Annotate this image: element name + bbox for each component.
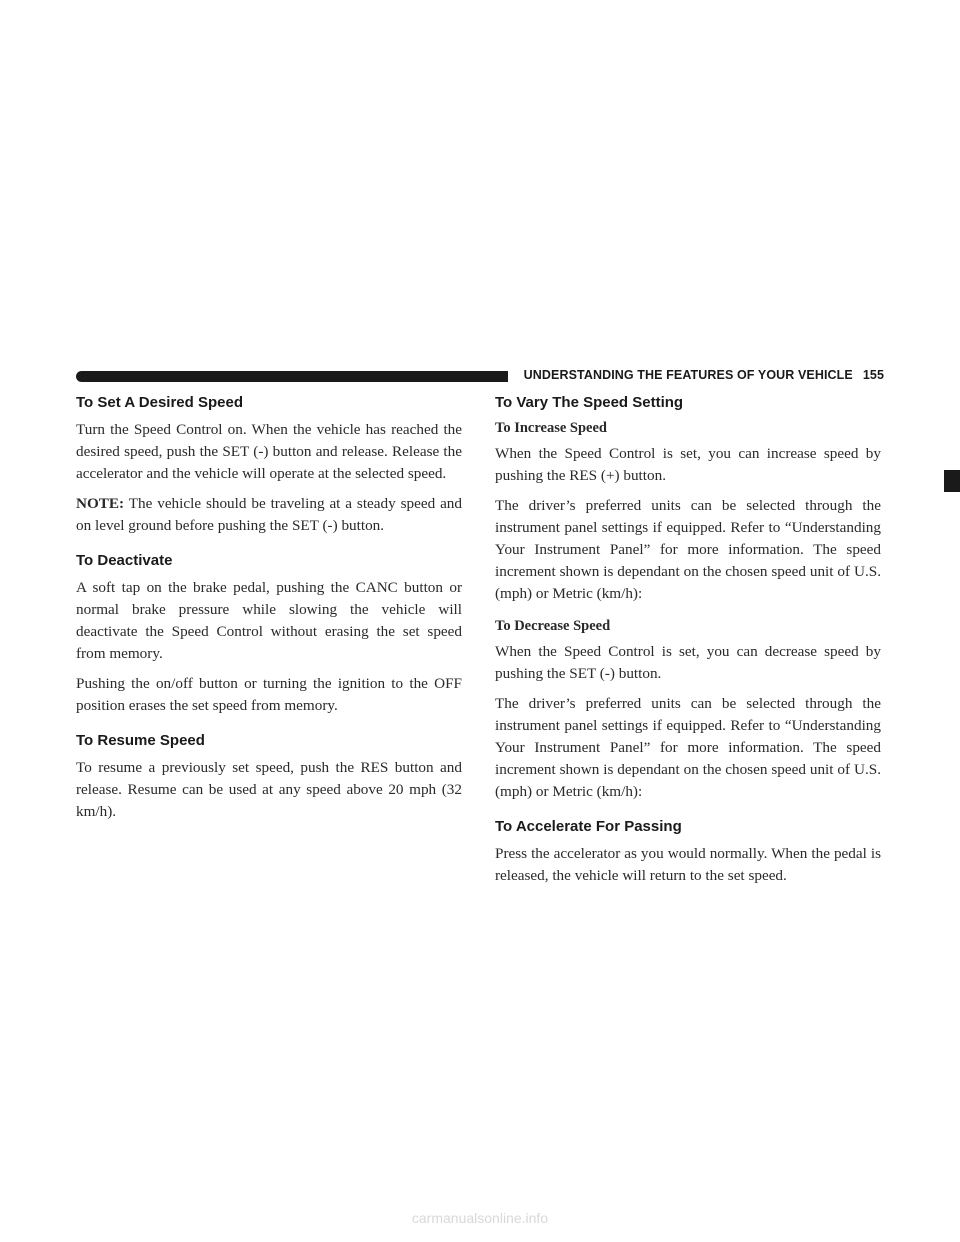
- header-rule: [76, 371, 508, 382]
- page-number: 155: [862, 368, 884, 382]
- subheading-increase: To Increase Speed: [495, 420, 607, 436]
- section-vary-speed: [495, 394, 881, 803]
- heading-set-speed: To Set A Desired Speed: [76, 394, 243, 411]
- right-column: [495, 394, 881, 895]
- section-deactivate: [76, 552, 462, 717]
- paragraph-decrease-2: The driver’s preferred units can be selected through the instrument panel settings if equipped. Refer to “Understanding Your Instrument Panel” for more information. The speed increment shown is dependant on the chosen speed unit of U.S. (mph) or Metric (km/h):: [495, 695, 881, 800]
- footer-watermark: carmanualsonline.info: [411, 1210, 549, 1226]
- paragraph-set-speed: Turn the Speed Control on. When the vehicle has reached the desired speed, push the SET (-) button and release. Release the accelerator and the vehicle will operate at the selected speed.: [76, 421, 462, 482]
- section-resume: [76, 732, 462, 823]
- heading-deactivate: To Deactivate: [76, 552, 173, 569]
- paragraph-decrease-1: When the Speed Control is set, you can decrease speed by pushing the SET (-) button.: [495, 643, 881, 682]
- subheading-decrease: To Decrease Speed: [495, 618, 611, 634]
- header-section-title: UNDERSTANDING THE FEATURES OF YOUR VEHICLE: [523, 368, 853, 382]
- paragraph-passing: Press the accelerator as you would normally. When the pedal is released, the vehicle will return to the set speed.: [495, 845, 881, 884]
- paragraph-resume: To resume a previously set speed, push the RES button and release. Resume can be used at any speed above 20 mph (32 km/h).: [76, 759, 462, 820]
- heading-resume: To Resume Speed: [76, 732, 205, 749]
- header-title: [524, 368, 884, 382]
- chapter-number: 3: [947, 470, 956, 487]
- section-set-speed: [76, 394, 462, 537]
- heading-vary-speed: To Vary The Speed Setting: [495, 394, 684, 411]
- paragraph-deactivate-2: Pushing the on/off button or turning the ignition to the OFF position erases the set speed from memory.: [76, 675, 462, 714]
- note-text: The vehicle should be traveling at a steady speed and on level ground before pushing the SET (-) button.: [76, 495, 462, 534]
- note-paragraph: [76, 493, 462, 537]
- heading-passing: To Accelerate For Passing: [495, 818, 682, 835]
- note-label: NOTE:: [76, 495, 125, 512]
- paragraph-increase-2: The driver’s preferred units can be selected through the instrument panel settings if equipped. Refer to “Understanding Your Instrument Panel” for more information. The speed increment shown is dependant on the chosen speed unit of U.S. (mph) or Metric (km/h):: [495, 497, 881, 602]
- page-header: [76, 370, 884, 384]
- section-passing: [495, 818, 881, 887]
- paragraph-increase-1: When the Speed Control is set, you can increase speed by pushing the RES (+) button.: [495, 445, 881, 484]
- paragraph-deactivate-1: A soft tap on the brake pedal, pushing the CANC button or normal brake pressure while slowing the vehicle will deactivate the Speed Control without erasing the set speed from memory.: [76, 579, 462, 662]
- left-column: [76, 394, 462, 831]
